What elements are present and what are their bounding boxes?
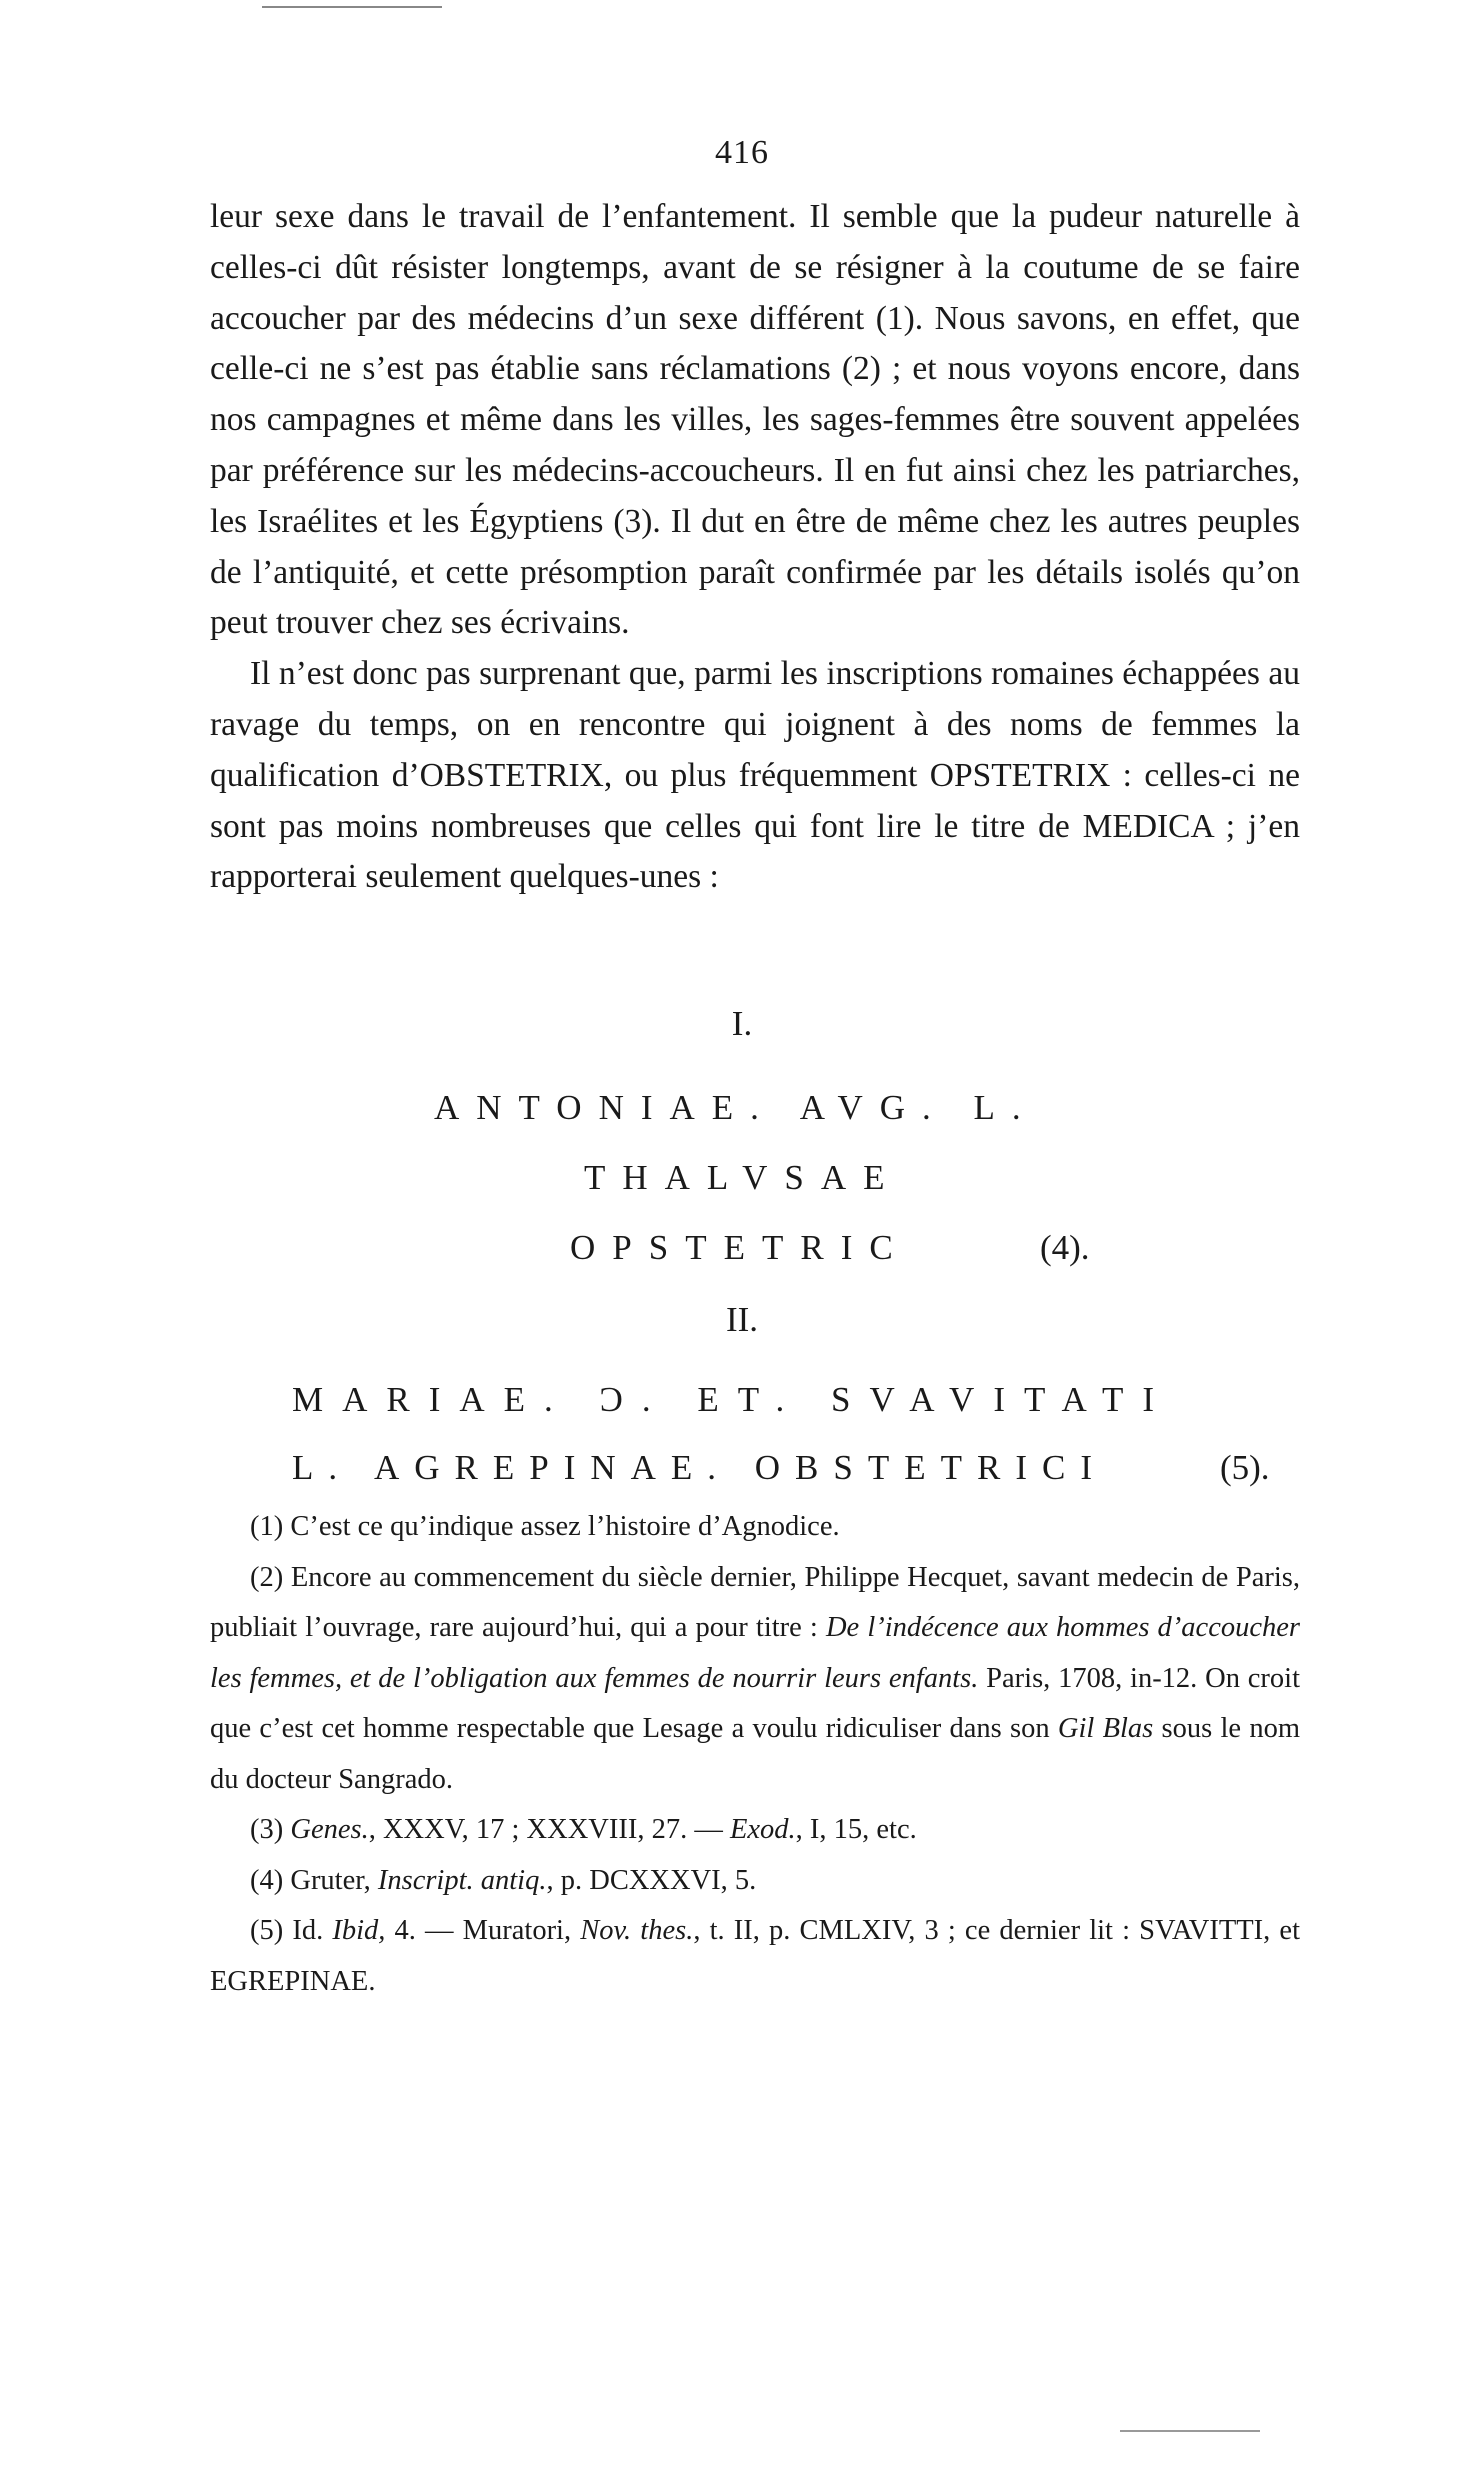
inscription-1-line-3: OPSTETRIC xyxy=(570,1228,910,1267)
footnote-5-text-b: 4. — Muratori, xyxy=(385,1915,581,1946)
footnote-2-text-a: (2) Encore au commencement du siècle dernier, Philippe Hecquet, savant medecin de Paris, publiait l’ouvrage, rare aujourd’hui, qui a pour titre : xyxy=(210,1561,1300,1643)
footnote-3 xyxy=(210,1805,1300,1856)
inscription-1-reference: (4). xyxy=(1040,1228,1090,1267)
inscription-1-numeral: I. xyxy=(731,1004,753,1043)
footnote-5 xyxy=(210,1906,1300,2007)
main-text xyxy=(210,192,1300,903)
inscription-1-line-2: THALVSAE xyxy=(584,1158,902,1197)
footnotes xyxy=(210,1502,1300,2007)
scan-mark-top xyxy=(262,6,442,8)
scan-mark-bottom xyxy=(1120,2430,1260,2432)
page-number: 416 xyxy=(715,134,769,171)
footnote-3-genes: Genes. xyxy=(290,1814,369,1845)
footnote-5-text-a: (5) Id. xyxy=(250,1915,333,1946)
footnote-1 xyxy=(210,1502,1300,1553)
footnote-5-nov-thes: Nov. thes. xyxy=(580,1915,694,1946)
footnote-4-inscript: Inscript. antiq. xyxy=(377,1864,547,1896)
footnote-3-text-b: , XXXV, 17 ; XXXVIII, 27. — xyxy=(368,1814,730,1845)
footnote-2-book-title: De l’indécence aux hommes d’accoucher les femmes, et de l’obligation aux femmes de nourrir leurs enfants. xyxy=(210,1612,1300,1694)
inscription-2-numeral: II. xyxy=(725,1300,759,1339)
footnote-3-text-c: , I, 15, etc. xyxy=(795,1814,917,1845)
footnote-4-text-a: (4) Gruter, xyxy=(250,1864,378,1896)
paragraph-1: leur sexe dans le travail de l’enfantement. Il semble que la pudeur naturelle à celles-ci dût résister longtemps, avant de se résigner à la coutume de se faire accoucher par des médecins d’un sexe différent (1). Nous savons, en effet, que celle-ci ne s’est pas établie sans réclamations (2) ; et nous voyons encore, dans nos campagnes et même dans les villes, les sages-femmes être souvent appelées par préférence sur les médecins-accoucheurs. Il en fut ainsi chez les patriarches, les Israélites et les Égyptiens (3). Il dut en être de même chez les autres peuples de l’antiquité, et cette présomption paraît confirmée par les détails isolés qu’on peut trouver chez ses écrivains. xyxy=(210,198,1300,642)
footnote-5-ibid: Ibid, xyxy=(332,1915,386,1946)
footnote-3-text-a: (3) xyxy=(250,1814,291,1845)
footnote-2-gil-blas: Gil Blas xyxy=(1057,1713,1154,1744)
footnote-2-text-c: sous le nom du docteur Sangrado. xyxy=(210,1713,1300,1795)
footnote-2 xyxy=(210,1553,1300,1806)
inscription-1-line-1: ANTONIAE. AVG. L. xyxy=(434,1088,1038,1127)
footnote-4-text-b: , p. DCXXXVI, 5. xyxy=(546,1864,757,1896)
inscription-2-reference: (5). xyxy=(1220,1448,1270,1487)
footnote-1-text: (1) C’est ce qu’indique assez l’histoire d’Agnodice. xyxy=(250,1511,840,1542)
footnote-4 xyxy=(210,1856,1300,1907)
footnote-5-text-c: , t. II, p. CMLXIV, 3 ; ce dernier lit : SVAVITTI, et EGREPINAE. xyxy=(210,1915,1300,1997)
inscription-2-line-2: L. AGREPINAE. OBSTETRICI xyxy=(292,1448,1107,1487)
footnote-2-text-b: Paris, 1708, in-12. On croit que c’est cet homme respectable que Lesage a voulu ridiculiser dans son xyxy=(210,1662,1300,1744)
footnote-3-exod: Exod. xyxy=(729,1814,796,1845)
inscription-2-line-1: MARIAE. Ɔ. ET. SVAVITATI xyxy=(292,1380,1173,1419)
paragraph-2: Il n’est donc pas surprenant que, parmi les inscriptions romaines échappées au ravage du temps, on en rencontre qui joignent à des noms de femmes la qualification d’OBSTETRIX, ou plus fréquemment OPSTETRIX : celles-ci ne sont pas moins nombreuses que celles qui font lire le titre de MEDICA ; j’en rapporterai seulement quelques-unes : xyxy=(210,655,1300,896)
